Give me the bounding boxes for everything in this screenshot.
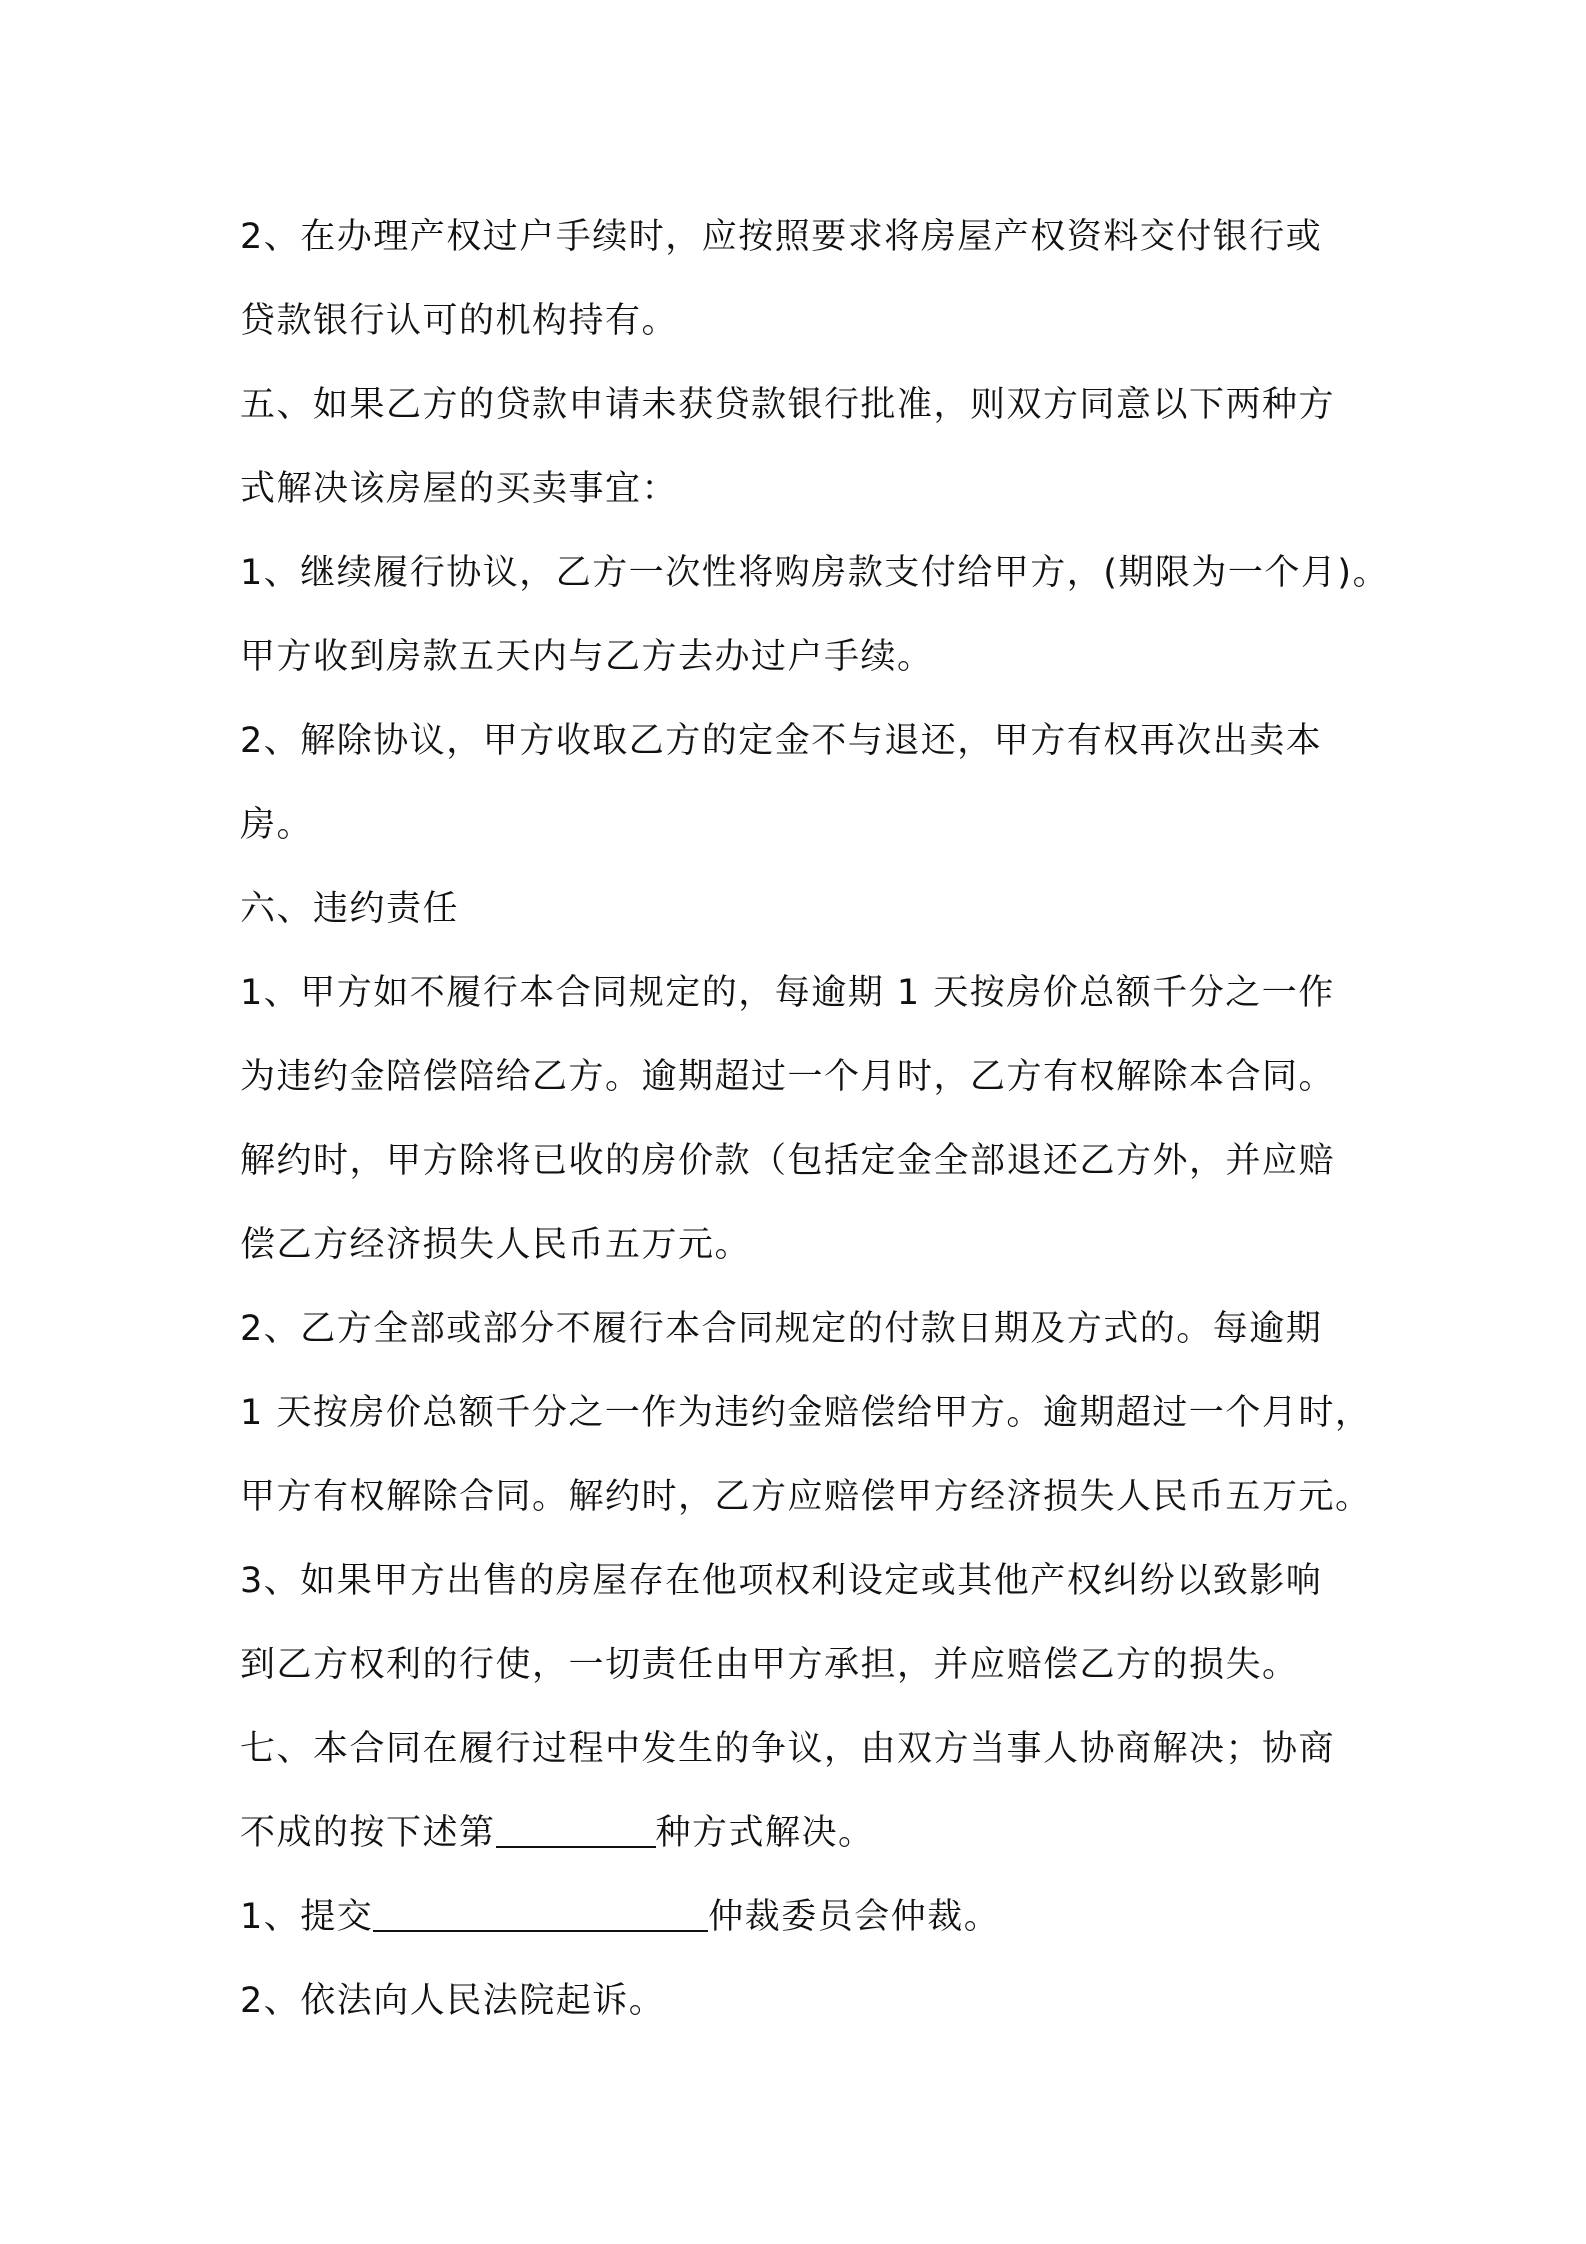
text-line: 2、在办理产权过户手续时，应按照要求将房屋产权资料交付银行或	[240, 217, 1323, 257]
text-line: 解约时，甲方除将已收的房价款（包括定金全部退还乙方外，并应赔	[240, 1141, 1336, 1181]
text-line: 贷款银行认可的机构持有。	[240, 301, 679, 341]
section-heading: 六、违约责任	[240, 889, 460, 929]
option-1-text-before: 1、提交	[240, 1897, 374, 1937]
text-line: 1、继续履行协议，乙方一次性将购房款支付给甲方，(期限为一个月)。	[240, 553, 1390, 593]
arbitration-text-before: 不成的按下述第	[240, 1813, 496, 1853]
document-body	[240, 195, 1390, 2043]
fill-in-blank[interactable]	[496, 1812, 656, 1848]
text-line: 甲方有权解除合同。解约时，乙方应赔偿甲方经济损失人民币五万元。	[240, 1477, 1372, 1517]
text-line: 房。	[240, 805, 314, 845]
arbitration-text-after: 种方式解决。	[655, 1813, 875, 1853]
option-2-line: 2、依法向人民法院起诉。	[240, 1981, 666, 2021]
arbitration-choice-line	[240, 1791, 1365, 1875]
text-line: 五、如果乙方的贷款申请未获贷款银行批准，则双方同意以下两种方	[240, 385, 1336, 425]
text-line: 3、如果甲方出售的房屋存在他项权利设定或其他产权纠纷以致影响	[240, 1561, 1323, 1601]
text-line: 偿乙方经济损失人民币五万元。	[240, 1225, 752, 1265]
text-line: 1、甲方如不履行本合同规定的，每逾期 1 天按房价总额千分之一作	[240, 973, 1335, 1013]
text-line: 甲方收到房款五天内与乙方去办过户手续。	[240, 637, 934, 677]
text-line: 2、乙方全部或部分不履行本合同规定的付款日期及方式的。每逾期	[240, 1309, 1323, 1349]
text-line: 1 天按房价总额千分之一作为违约金赔偿给甲方。逾期超过一个月时，	[240, 1393, 1372, 1433]
text-line: 七、本合同在履行过程中发生的争议，由双方当事人协商解决；协商	[240, 1729, 1336, 1769]
option-1-line	[240, 1875, 1365, 1959]
fill-in-blank[interactable]	[373, 1896, 708, 1932]
text-line: 式解决该房屋的买卖事宜：	[240, 469, 679, 509]
text-line: 2、解除协议，甲方收取乙方的定金不与退还，甲方有权再次出卖本	[240, 721, 1323, 761]
option-1-text-after: 仲裁委员会仲裁。	[708, 1897, 1001, 1937]
text-line: 为违约金陪偿陪给乙方。逾期超过一个月时，乙方有权解除本合同。	[240, 1057, 1336, 1097]
text-line: 到乙方权利的行使，一切责任由甲方承担，并应赔偿乙方的损失。	[240, 1645, 1299, 1685]
